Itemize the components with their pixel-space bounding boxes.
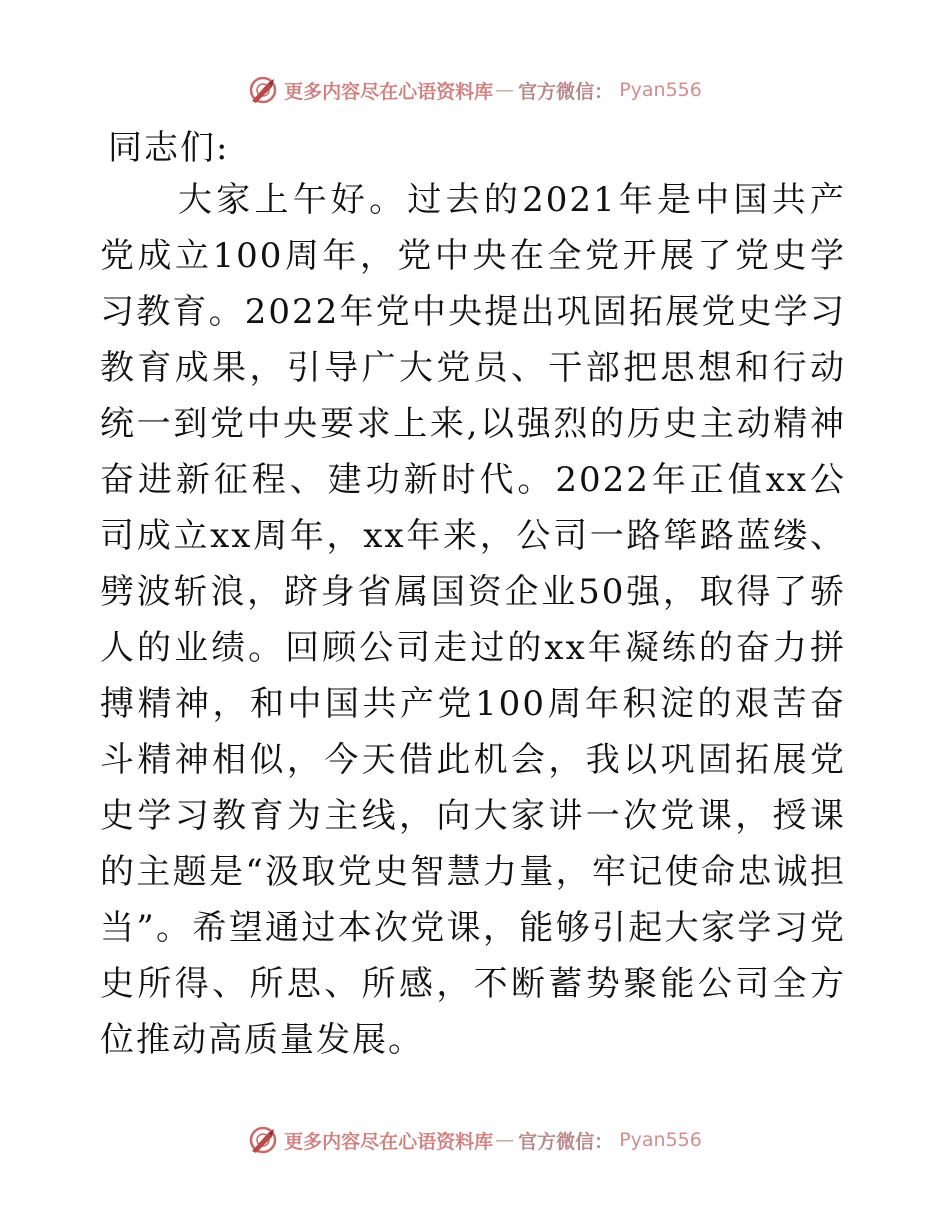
watermark-link-text[interactable]: 更多内容尽在心语资料库 — [284, 80, 494, 103]
pen-logo-icon — [248, 75, 278, 105]
header-watermark — [0, 70, 950, 110]
watermark-dash: — — [495, 1129, 513, 1151]
body-paragraph: 大家上午好。过去的2021年是中国共产党成立100周年，党中央在全党开展了党史学习教育。2022年党中央提出巩固拓展党史学习教育成果，引导广大党员、干部把思想和行动统一到党中央要求上来,以强烈的历史主动精神奋进新征程、建功新时代。2022年正值xx公司成立xx周年，xx年来，公司一路筚路蓝缕、劈波斩浪，跻身省属国资企业50强，取得了骄人的业绩。回顾公司走过的xx年凝练的奋力拼搏精神，和中国共产党100周年积淀的艰苦奋斗精神相似，今天借此机会，我以巩固拓展党史学习教育为主线，向大家讲一次党课，授课的主题是“汲取党史智慧力量，牢记使命忠诚担当”。希望通过本次党课，能够引起大家学习党史所得、所思、所感，不断蓄势聚能公司全方位推动高质量发展。 — [100, 180, 846, 1060]
watermark-account: Pyan556 — [619, 1129, 702, 1151]
watermark-account: Pyan556 — [619, 79, 702, 101]
footer-watermark — [0, 1120, 950, 1160]
watermark-dash: — — [495, 79, 513, 101]
pen-logo-icon — [248, 1125, 278, 1155]
watermark-label: 官方微信： — [518, 80, 614, 103]
salutation: 同志们: — [108, 128, 230, 168]
watermark-label: 官方微信： — [518, 1130, 614, 1153]
watermark-link-text[interactable]: 更多内容尽在心语资料库 — [284, 1130, 494, 1153]
